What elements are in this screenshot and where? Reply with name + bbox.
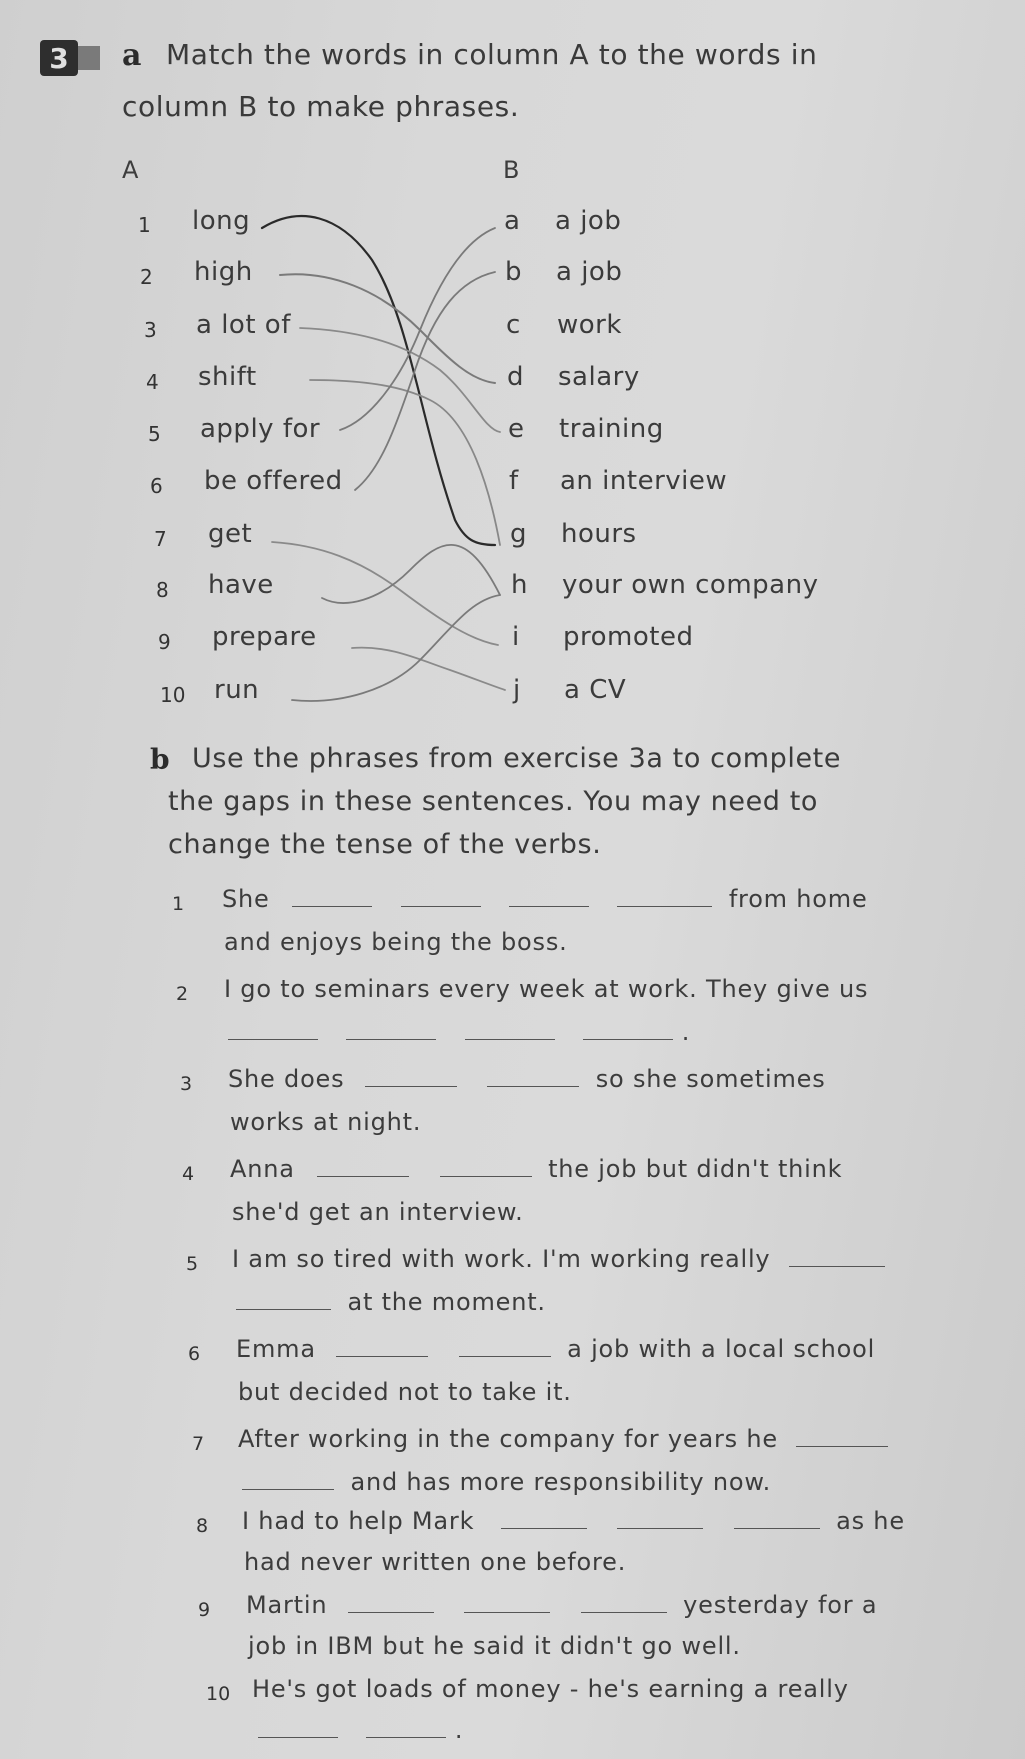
column-b-word: a job <box>556 257 623 287</box>
sentence-fragment: the job but didn't think <box>548 1155 843 1183</box>
column-b-letter: c <box>506 310 521 340</box>
column-b-letter: b <box>505 257 523 287</box>
sentence-number: 8 <box>196 1515 209 1537</box>
column-a-num: 1 <box>138 213 151 237</box>
sentence-fragment: I am so tired with work. I'm working really <box>232 1245 771 1273</box>
sentence-fragment: After working in the company for years he <box>238 1425 778 1453</box>
sentence-text <box>236 1288 546 1316</box>
column-b-word: a CV <box>564 675 627 705</box>
answer-gap[interactable] <box>366 1736 446 1738</box>
answer-gap[interactable] <box>348 1611 434 1613</box>
sentence-fragment: She does <box>228 1065 345 1093</box>
answer-gap[interactable] <box>617 905 712 907</box>
sentence-fragment: . <box>681 1018 691 1046</box>
column-a-num: 9 <box>158 630 171 654</box>
sentence-number: 3 <box>180 1073 193 1095</box>
sentence-text <box>238 1425 888 1453</box>
sentence-fragment: . <box>454 1716 464 1744</box>
sentence-fragment: Emma <box>236 1335 316 1363</box>
answer-gap[interactable] <box>617 1527 703 1529</box>
sentence-line2: job in IBM but he said it didn't go well. <box>248 1632 741 1660</box>
answer-gap[interactable] <box>242 1488 334 1490</box>
answer-gap[interactable] <box>401 905 481 907</box>
sentence-number: 4 <box>182 1163 195 1185</box>
answer-gap[interactable] <box>509 905 589 907</box>
sentence-fragment: I had to help Mark <box>242 1507 475 1535</box>
column-b-word: your own company <box>562 570 819 600</box>
column-a-word: prepare <box>212 622 317 652</box>
answer-gap[interactable] <box>487 1085 579 1087</box>
answer-gap[interactable] <box>459 1355 551 1357</box>
sentence-fragment: so she sometimes <box>595 1065 826 1093</box>
column-a-word: be offered <box>204 466 343 496</box>
part-b-instruction-line3: change the tense of the verbs. <box>168 829 602 860</box>
sentence-fragment: yesterday for a <box>683 1591 878 1619</box>
column-b-letter: g <box>510 519 528 549</box>
column-b-letter: f <box>509 466 519 496</box>
match-line-long <box>262 216 495 545</box>
column-a-word: get <box>208 519 253 549</box>
sentence-text <box>228 1065 826 1093</box>
column-a-word: have <box>208 570 274 600</box>
column-a-num: 4 <box>146 370 159 394</box>
column-a-header: A <box>122 156 139 184</box>
column-b-letter: a <box>504 206 521 236</box>
column-a-num: 8 <box>156 578 169 602</box>
column-b-header: B <box>503 156 520 184</box>
sentence-line2 <box>258 1716 463 1744</box>
sentence-fragment: a job with a local school <box>567 1335 876 1363</box>
match-line-prepare <box>352 648 505 690</box>
sentence-line2: but decided not to take it. <box>238 1378 572 1406</box>
column-b-letter: j <box>513 675 521 705</box>
sentence-line2: works at night. <box>230 1108 422 1136</box>
answer-gap[interactable] <box>464 1611 550 1613</box>
matching-lines <box>0 0 1025 760</box>
sentence-fragment: as he <box>836 1507 905 1535</box>
column-a-num: 2 <box>140 265 153 289</box>
answer-gap[interactable] <box>236 1308 331 1310</box>
answer-gap[interactable] <box>228 1038 318 1040</box>
column-b-word: promoted <box>563 622 694 652</box>
column-b-letter: h <box>511 570 528 600</box>
column-b-word: a job <box>555 206 622 236</box>
match-line-have <box>322 545 500 603</box>
answer-gap[interactable] <box>440 1175 532 1177</box>
sentence-text <box>230 1155 842 1183</box>
column-b-letter: i <box>512 622 520 652</box>
sentence-number: 2 <box>176 983 189 1005</box>
column-b-word: training <box>559 414 664 444</box>
sentence-text <box>246 1591 877 1619</box>
match-line-be-offered <box>355 272 495 490</box>
answer-gap[interactable] <box>365 1085 457 1087</box>
sentence-number: 9 <box>198 1599 211 1621</box>
column-a-word: a lot of <box>196 310 291 340</box>
column-b-word: an interview <box>560 466 728 496</box>
column-a-num: 5 <box>148 422 161 446</box>
match-line-run <box>292 595 500 701</box>
column-a-word: high <box>194 257 253 287</box>
part-a-letter: a <box>122 38 142 73</box>
sentence-fragment: at the moment. <box>347 1288 546 1316</box>
sentence-fragment: She <box>222 885 270 913</box>
answer-gap[interactable] <box>583 1038 673 1040</box>
column-a-word: apply for <box>200 414 321 444</box>
part-b-instruction-line1: Use the phrases from exercise 3a to complete <box>192 743 842 774</box>
sentence-text <box>236 1335 875 1363</box>
column-a-num: 7 <box>154 527 167 551</box>
sentence-text <box>222 885 868 913</box>
sentence-number: 10 <box>206 1683 231 1705</box>
sentence-text <box>232 1245 885 1273</box>
sentence-line2: and enjoys being the boss. <box>224 928 568 956</box>
column-a-word: shift <box>198 362 257 392</box>
sentence-fragment: and has more responsibility now. <box>350 1468 772 1496</box>
sentence-fragment: Anna <box>230 1155 295 1183</box>
sentence-fragment: from home <box>728 885 868 913</box>
column-a-num: 10 <box>160 683 186 707</box>
part-b-instruction-line2: the gaps in these sentences. You may need to <box>168 786 819 817</box>
sentence-line1: He's got loads of money - he's earning a really <box>252 1675 849 1703</box>
column-a-num: 3 <box>144 318 157 342</box>
column-b-word: salary <box>558 362 640 392</box>
sentence-line2: had never written one before. <box>244 1548 627 1576</box>
answer-gap[interactable] <box>501 1527 587 1529</box>
sentence-number: 5 <box>186 1253 199 1275</box>
answer-gap[interactable] <box>292 905 372 907</box>
answer-gap[interactable] <box>346 1038 436 1040</box>
column-b-letter: d <box>507 362 525 392</box>
answer-gap[interactable] <box>465 1038 555 1040</box>
sentence-line2: she'd get an interview. <box>232 1198 524 1226</box>
part-b-letter: b <box>150 743 170 776</box>
sentence-line2 <box>228 1018 690 1046</box>
sentence-number: 6 <box>188 1343 201 1365</box>
sentence-text <box>242 1507 905 1535</box>
answer-gap[interactable] <box>336 1355 428 1357</box>
exercise-number: 3 <box>49 41 69 75</box>
sentence-line1: I go to seminars every week at work. They give us <box>224 975 869 1003</box>
column-b-word: hours <box>561 519 637 549</box>
column-a-word: run <box>214 675 260 705</box>
answer-gap[interactable] <box>258 1736 338 1738</box>
part-a-instruction-line2: column B to make phrases. <box>122 90 520 123</box>
sentence-number: 7 <box>192 1433 205 1455</box>
answer-gap[interactable] <box>581 1611 667 1613</box>
answer-gap[interactable] <box>789 1265 885 1267</box>
match-line-apply-for <box>340 228 495 430</box>
sentence-text <box>242 1468 771 1496</box>
part-a-instruction-line1: Match the words in column A to the words in <box>166 38 818 71</box>
column-b-word: work <box>557 310 622 340</box>
column-a-num: 6 <box>150 474 163 498</box>
sentence-number: 1 <box>172 893 185 915</box>
column-b-letter: e <box>508 414 525 444</box>
match-line-get <box>272 542 498 645</box>
answer-gap[interactable] <box>317 1175 409 1177</box>
answer-gap[interactable] <box>734 1527 820 1529</box>
sentence-fragment: Martin <box>246 1591 328 1619</box>
column-a-word: long <box>192 206 251 236</box>
answer-gap[interactable] <box>796 1445 888 1447</box>
